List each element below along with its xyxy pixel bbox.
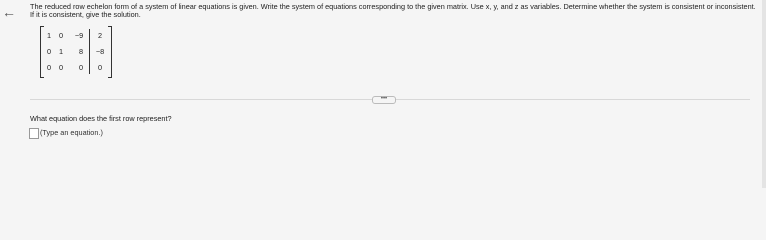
scrollbar-track[interactable] — [762, 0, 766, 188]
matrix-cell: 0 — [46, 47, 52, 56]
matrix-cell: 1 — [46, 31, 52, 40]
more-options-button[interactable]: ••• — [372, 96, 396, 104]
matrix-cell: −8 — [95, 47, 105, 56]
matrix-cell: −9 — [74, 31, 84, 40]
back-arrow-icon[interactable]: ← — [2, 4, 16, 20]
matrix-cell: 0 — [58, 31, 64, 40]
matrix-cell: 0 — [97, 63, 103, 72]
matrix-cell: 0 — [46, 63, 52, 72]
matrix-right-bracket — [108, 26, 112, 78]
prompt-text: What equation does the first row represent? — [30, 114, 172, 123]
matrix-augment-line — [89, 29, 90, 74]
matrix-cell: 2 — [97, 31, 103, 40]
matrix-cell: 8 — [78, 47, 84, 56]
augmented-matrix — [30, 26, 114, 78]
matrix-cell: 0 — [78, 63, 84, 72]
matrix-cell: 1 — [58, 47, 64, 56]
question-text: The reduced row echelon form of a system of linear equations is given. Write the system of equations corresponding to the given matrix. Use x, y, and z as variables. Determine whether the system is consistent or inconsistent. If it is consistent, give the solution. — [30, 2, 756, 19]
answer-hint: (Type an equation.) — [40, 128, 103, 137]
answer-input[interactable] — [29, 128, 39, 139]
matrix-cell: 0 — [58, 63, 64, 72]
